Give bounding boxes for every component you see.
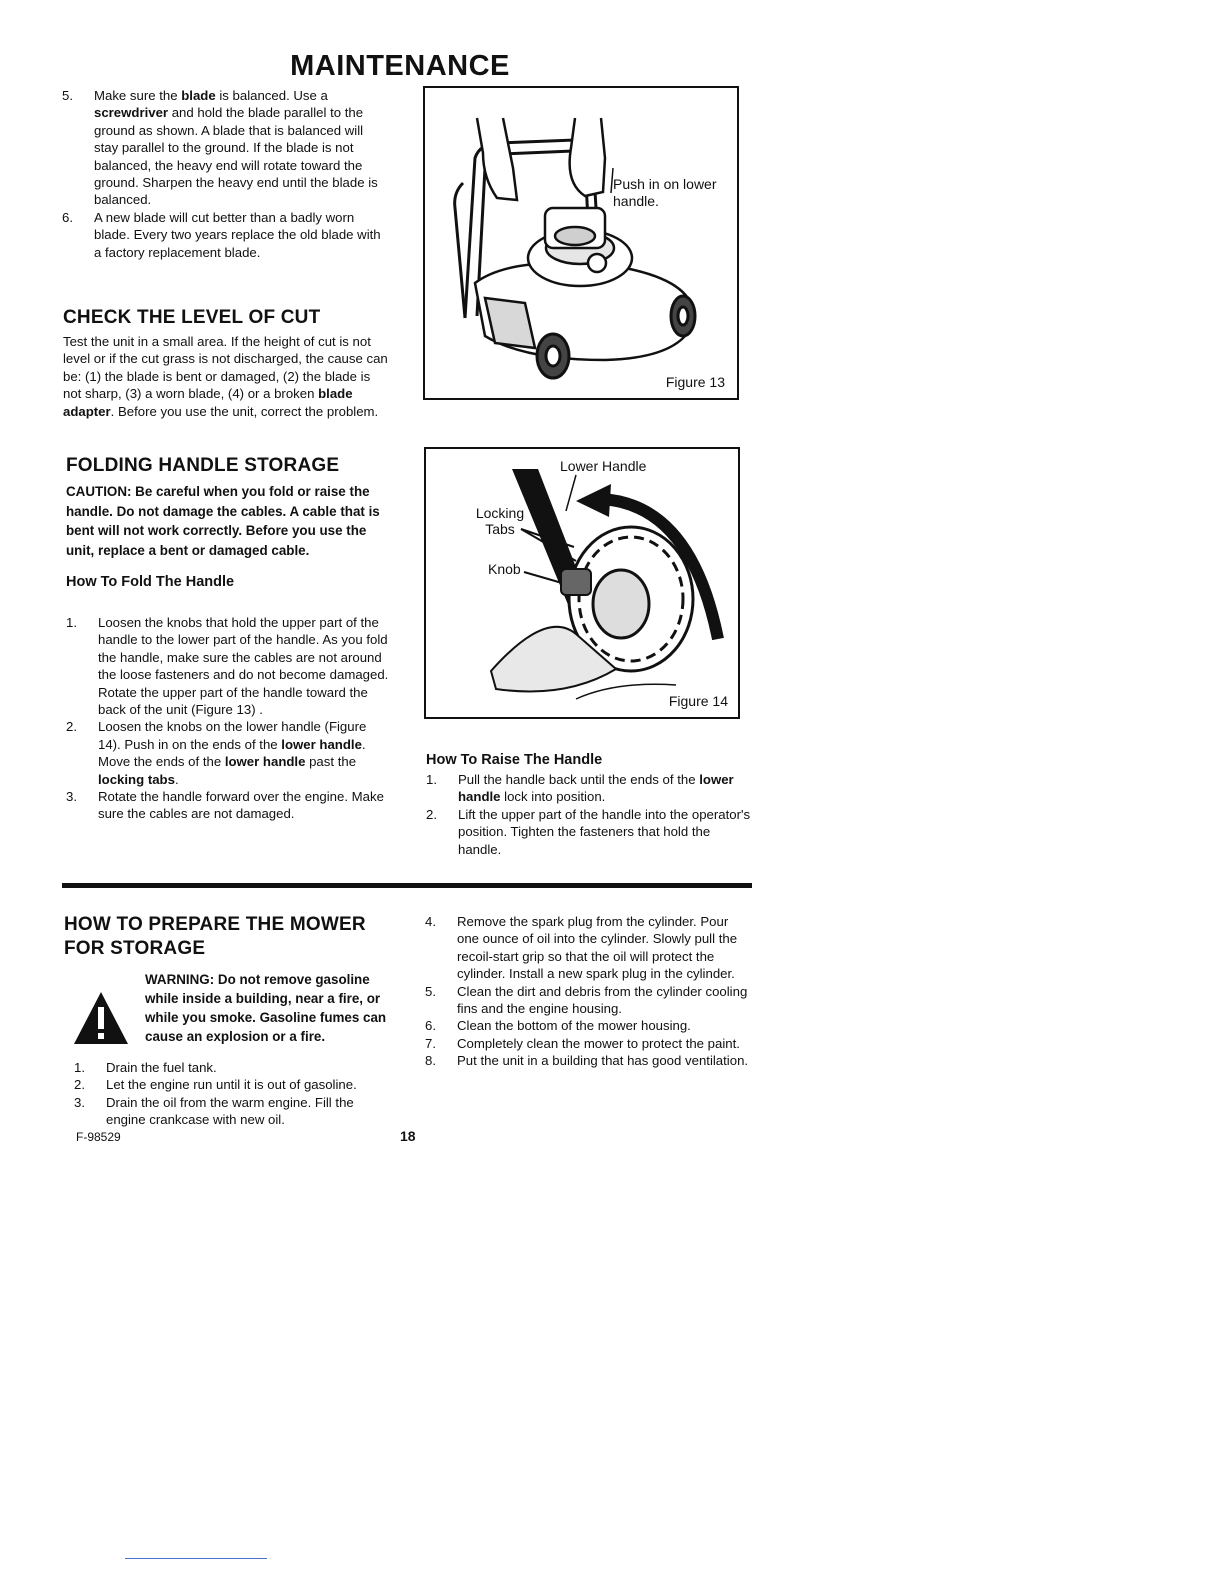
list-number: 4. [425, 914, 436, 929]
text-run: past the [305, 754, 357, 770]
list-number: 1. [74, 1060, 85, 1075]
storage-section [64, 913, 399, 961]
text-run: Rotate the handle forward over the engine. Make sure the cables are not damaged. [98, 789, 384, 822]
text-run: Let the engine run until it is out of gasoline. [106, 1077, 357, 1093]
list-item [425, 1017, 750, 1034]
bold-term: blade [181, 88, 216, 103]
text-run: and hold the blade parallel to the ground as shown. A blade that is balanced will stay parallel to the ground. If the blade is not balanced, the heavy end will rotate toward the ground. Sharpen the heavy end until the blade is balanced. [94, 105, 378, 208]
figure-13 [423, 86, 739, 400]
level-heading: CHECK THE LEVEL OF CUT [63, 307, 321, 328]
fig14-knob-label: Knob [488, 561, 521, 577]
list-number: 3. [66, 789, 77, 805]
fig14-caption: Figure 14 [668, 693, 728, 709]
list-number: 8. [425, 1053, 436, 1069]
list-item [66, 614, 391, 718]
list-number: 6. [62, 209, 73, 225]
section-divider [62, 883, 752, 888]
text-run: Put the unit in a building that has good ventilation. [457, 1053, 749, 1069]
text-run: lock into position. [500, 789, 606, 805]
raise-list [426, 771, 751, 858]
storage-heading: HOW TO PREPARE THE MOWER FOR STORAGE [64, 914, 366, 959]
list-number: 1. [426, 772, 437, 787]
fold-subheading: How To Fold The Handle [66, 574, 235, 591]
fig14-locking-tabs-label: Locking Tabs [475, 505, 525, 537]
page-number: 18 [400, 1128, 416, 1144]
bold-term: screwdriver [94, 105, 169, 121]
bold-term: lower handle [224, 754, 306, 770]
text-run: Loosen the knobs that hold the upper part of the handle to the lower part of the handle. As you fold the handle, make sure the cables are not around the loose fasteners and do not become damaged. Rotate the upper part of the handle toward the back of the unit (Figure 13) . [98, 615, 389, 718]
list-item [66, 718, 391, 788]
list-item [66, 788, 391, 823]
list-item [425, 1052, 750, 1069]
mower-illustration [425, 88, 737, 398]
list-item [74, 1094, 394, 1129]
level-paragraph [63, 333, 388, 420]
fig14-lower-handle-label: Lower Handle [560, 458, 647, 474]
blade-list-section [62, 87, 387, 261]
list-number: 5. [62, 88, 73, 103]
text-run: Remove the spark plug from the cylinder. Pour one ounce of oil into the cylinder. Slowly pull the recoil-start grip so that the oil will protect the cylinder. Install a new spark plug in the cylinder. [457, 914, 738, 982]
fold-list [66, 614, 391, 823]
bold-term: blade adapter [63, 386, 353, 419]
storage-right-list-section [425, 913, 750, 1070]
text-run: Clean the bottom of the mower housing. [457, 1018, 691, 1034]
text-run: Completely clean the mower to protect the paint. [457, 1035, 740, 1051]
list-item [425, 913, 750, 983]
text-run: Drain the oil from the warm engine. Fill the engine crankcase with new oil. [106, 1094, 354, 1128]
text-run: Lift the upper part of the handle into the operator's position. Tighten the fasteners that hold the handle. [458, 806, 751, 857]
text-run: Pull the handle back until the ends of the [458, 772, 700, 787]
blade-list [62, 87, 387, 261]
list-item [74, 1059, 394, 1076]
list-number: 2. [66, 719, 77, 735]
warning-icon [72, 990, 130, 1051]
folding-heading: FOLDING HANDLE STORAGE [66, 455, 340, 476]
bold-term: lower handle [458, 772, 734, 805]
fig13-caption: Figure 13 [665, 374, 725, 390]
figure-14 [424, 447, 740, 719]
fig13-callout: Push in on lower handle. [613, 176, 717, 209]
bold-term: lower handle [281, 736, 362, 752]
list-item [426, 806, 751, 858]
list-item [74, 1076, 394, 1093]
list-item [62, 87, 387, 209]
level-section [63, 307, 393, 420]
text-run: Clean the dirt and debris from the cylinder cooling fins and the engine housing. [457, 983, 748, 1017]
raise-subheading: How To Raise The Handle [426, 752, 603, 768]
list-item [425, 1035, 750, 1052]
text-run: Test the unit in a small area. If the height of cut is not level or if the cut grass is not discharged, the cause can be: (1) the blade is bent or damaged, (2) the blade is not sharp, (3) a worn blade, (4) or a broken [63, 334, 388, 402]
text-run: is balanced. Use a [215, 88, 328, 103]
list-item [425, 983, 750, 1018]
list-number: 2. [74, 1077, 85, 1093]
text-run: Make sure the [94, 88, 182, 103]
list-item [426, 771, 751, 806]
storage-warning: WARNING: Do not remove gasoline while inside a building, near a fire, or while you smoke. Gasoline fumes can cause an explosion or a fire. [145, 972, 387, 1044]
list-number: 7. [425, 1035, 436, 1051]
list-number: 6. [425, 1018, 436, 1034]
text-run: Drain the fuel tank. [106, 1060, 217, 1075]
fold-list-section [66, 614, 391, 823]
list-number: 2. [426, 806, 437, 822]
text-run: A new blade will cut better than a badly worn blade. Every two years replace the old blade with a factory replacement blade. [94, 209, 381, 260]
footer-link-line [125, 1558, 267, 1559]
document-code: F-98529 [76, 1130, 121, 1144]
storage-left-list [74, 1059, 394, 1129]
folding-section [66, 455, 391, 590]
caution-text: CAUTION: Be careful when you fold or raise the handle. Do not damage the cables. A cable that is bent will not work correctly. Before you use the unit, replace a bent or damaged cable. [66, 484, 380, 558]
text-run: . [174, 771, 179, 787]
storage-right-list [425, 913, 750, 1070]
raise-section [426, 752, 751, 858]
list-number: 3. [74, 1094, 85, 1110]
text-run: . Before you use the unit, correct the problem. [110, 403, 379, 419]
storage-left-list-section [74, 1059, 394, 1129]
bold-term: locking tabs [98, 771, 175, 787]
handle-hinge-illustration [426, 449, 738, 717]
list-number: 5. [425, 983, 436, 999]
text-run: . Move the ends of the [98, 736, 366, 770]
text-run: Loosen the knobs on the lower handle (Figure 14). Push in on the ends of the [98, 719, 367, 752]
list-number: 1. [66, 615, 77, 630]
page-title: MAINTENANCE [290, 50, 510, 82]
list-item [62, 209, 387, 261]
